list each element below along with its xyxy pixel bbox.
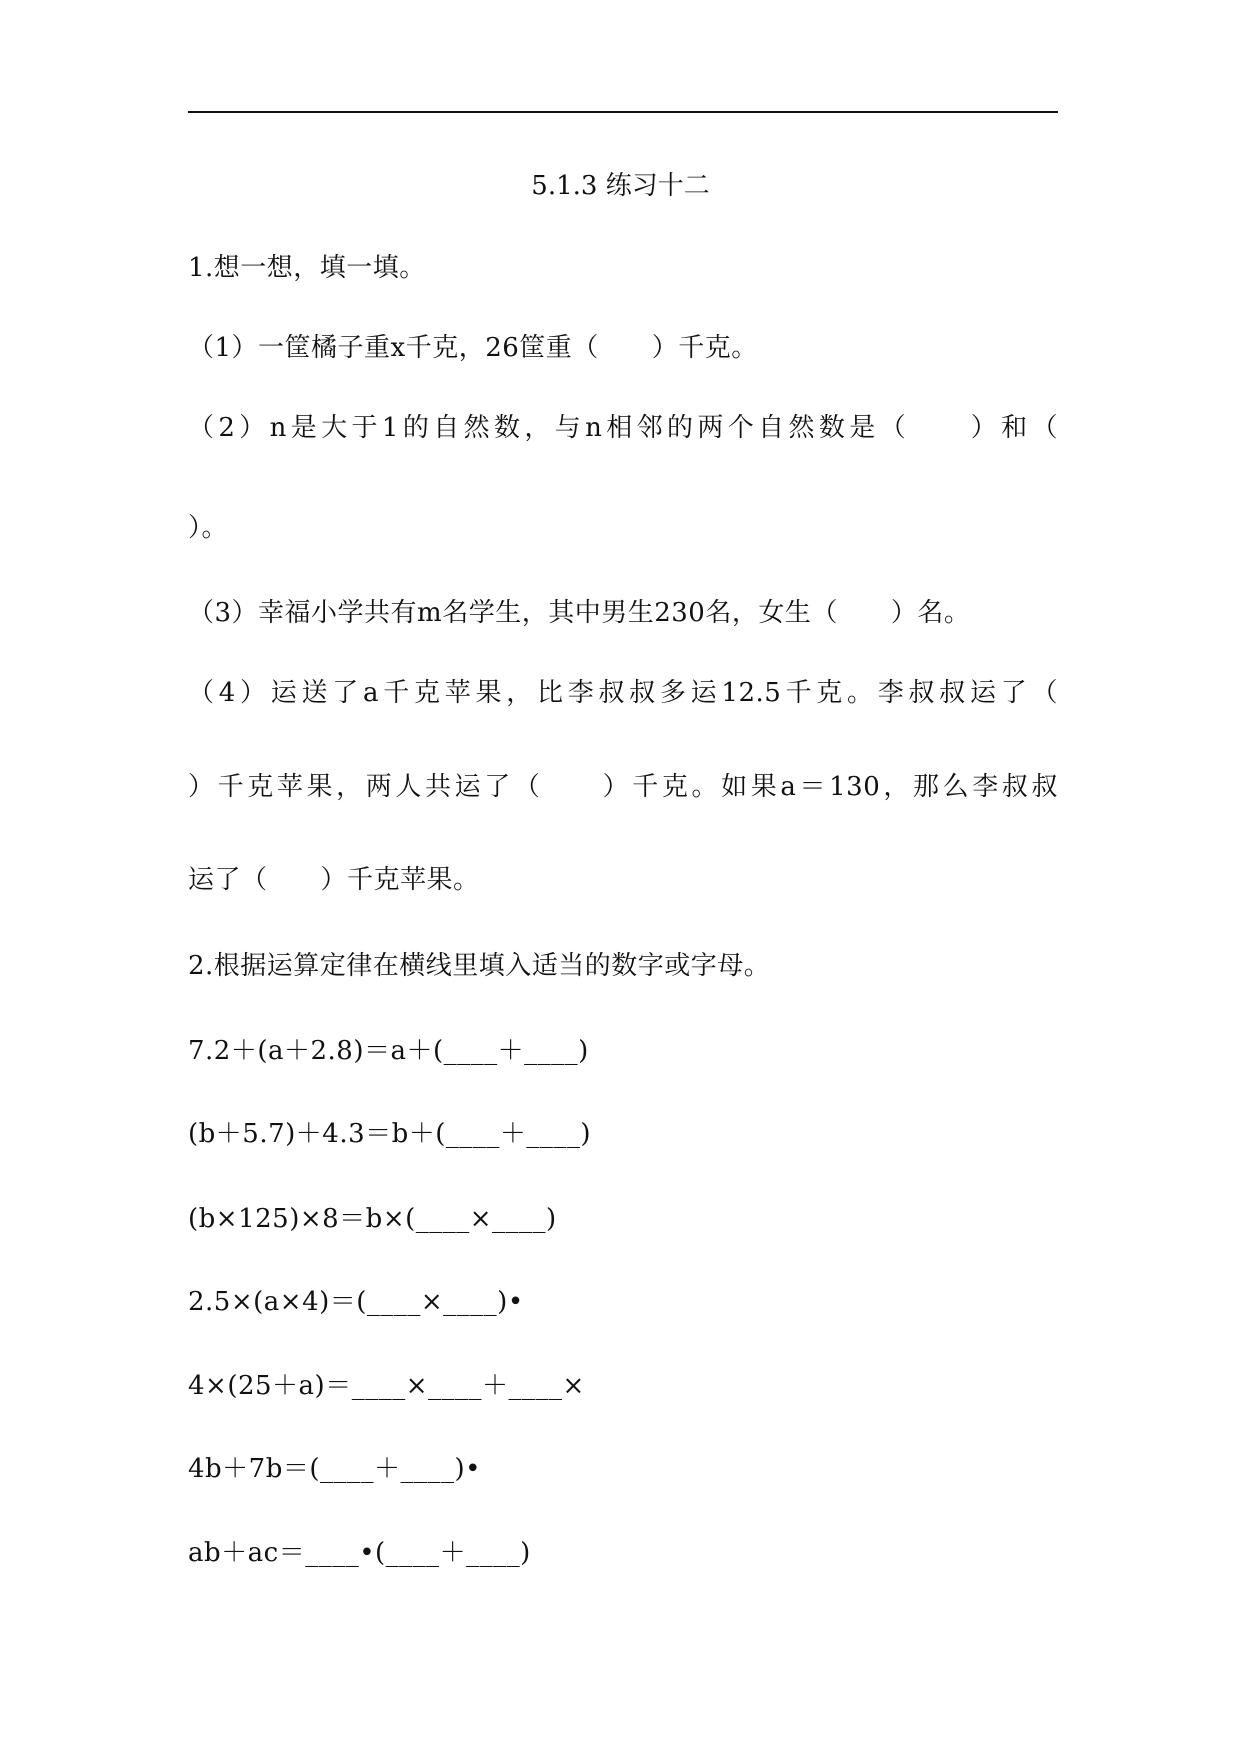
q1-part1: （1）一筐橘子重x千克，26筐重（ ）千克。 bbox=[188, 333, 758, 363]
q2-equation-1: 7.2＋(a＋2.8)＝a＋(____＋____) bbox=[188, 1036, 589, 1066]
q1-part3: （3）幸福小学共有m名学生，其中男生230名，女生（ ）名。 bbox=[188, 598, 971, 628]
q1-part4-line1: （4）运送了a千克苹果，比李叔叔多运12.5千克。李叔叔运了（ bbox=[188, 678, 1058, 708]
q2-equation-6: 4b＋7b＝(____＋____)• bbox=[188, 1454, 481, 1484]
q1-part2-line2: ）。 bbox=[188, 513, 229, 543]
q1-heading: 1.想一想，填一填。 bbox=[188, 253, 426, 283]
q2-equation-2: (b＋5.7)＋4.3＝b＋(____＋____) bbox=[188, 1119, 592, 1149]
q2-equation-4: 2.5×(a×4)＝(____×____)• bbox=[188, 1287, 524, 1317]
q2-equation-7: ab＋ac＝____•(____＋____) bbox=[188, 1538, 531, 1568]
q2-equation-5: 4×(25＋a)＝____×____＋____× bbox=[188, 1371, 585, 1401]
header-rule bbox=[188, 111, 1058, 113]
page-title: 5.1.3 练习十二 bbox=[531, 171, 710, 201]
q1-part2-line1: （2）n是大于1的自然数，与n相邻的两个自然数是（ ）和（ bbox=[188, 413, 1058, 443]
q1-part4-line2: ）千克苹果，两人共运了（ ）千克。如果a＝130，那么李叔叔 bbox=[188, 772, 1058, 802]
q2-heading: 2.根据运算定律在横线里填入适当的数字或字母。 bbox=[188, 951, 771, 981]
q1-part4-line3: 运了（ ）千克苹果。 bbox=[188, 865, 480, 895]
q2-equation-3: (b×125)×8＝b×(____×____) bbox=[188, 1204, 557, 1234]
